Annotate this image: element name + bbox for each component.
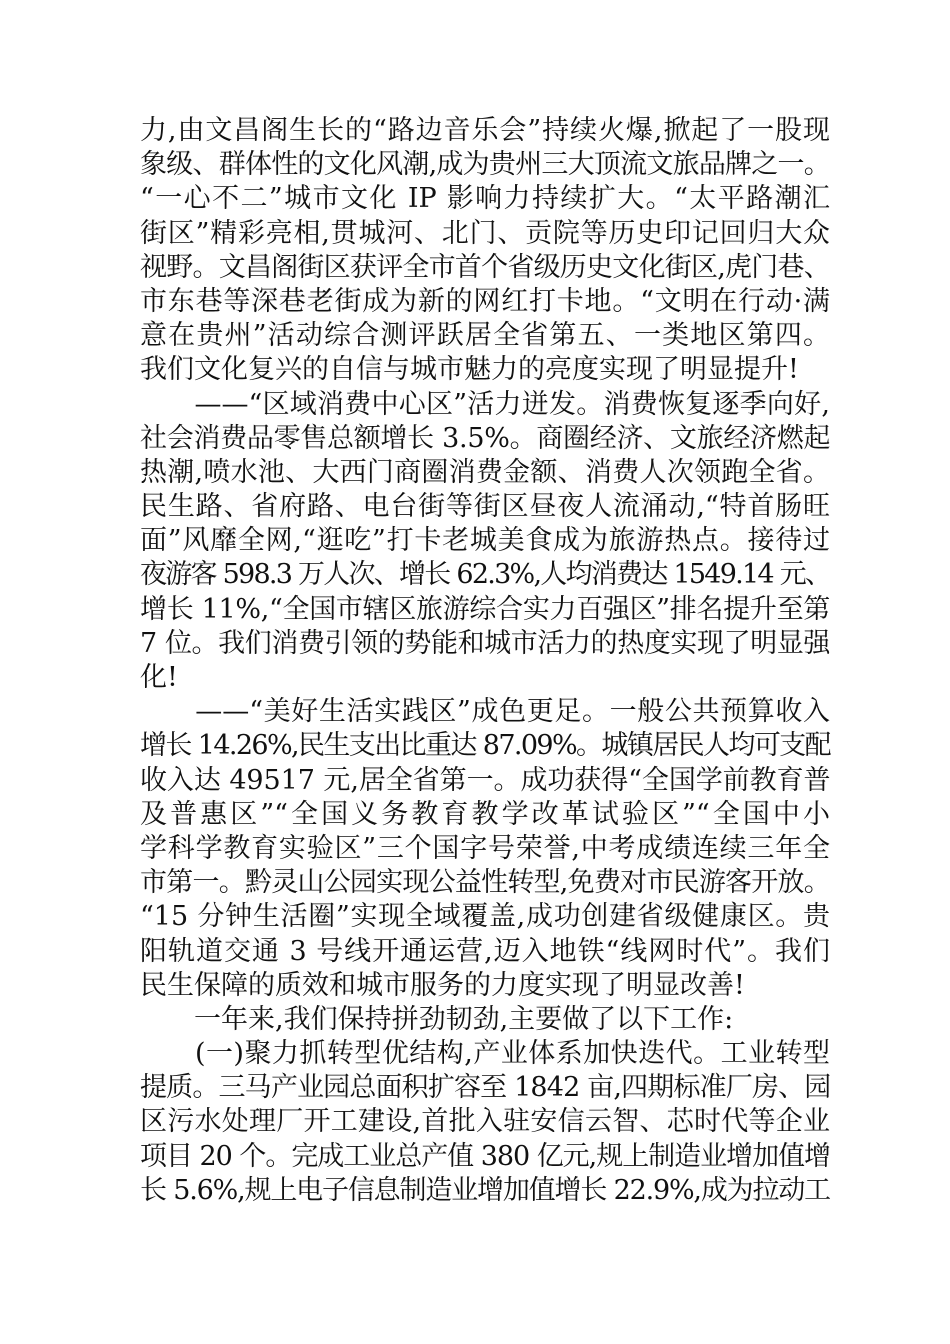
text-line: 夜游客 598.3 万人次、增长 62.3%,人均消费达 1549.14 元、 xyxy=(140,559,831,591)
text-line: 项目 20 个。完成工业总产值 380 亿元,规上制造业增加值增 xyxy=(140,1140,830,1172)
body-text xyxy=(140,114,830,1208)
text-line: ——“区域消费中心区”活力迸发。消费恢复逐季向好, xyxy=(140,388,830,420)
text-line: “15 分钟生活圈”实现全域覆盖,成功创建省级健康区。贵 xyxy=(140,901,830,933)
text-line: 增长 14.26%,民生支出比重达 87.09%。城镇居民人均可支配 xyxy=(140,730,830,762)
text-line: 长 5.6%,规上电子信息制造业增加值增长 22.9%,成为拉动工 xyxy=(140,1174,830,1206)
text-line: (一)聚力抓转型优结构,产业体系加快迭代。工业转型 xyxy=(140,1038,830,1070)
text-line: 面”风靡全网,“逛吃”打卡老城美食成为旅游热点。接待过 xyxy=(140,525,830,557)
text-line: 热潮,喷水池、大西门商圈消费金额、消费人次领跑全省。 xyxy=(140,456,830,488)
text-line: ——“美好生活实践区”成色更足。一般公共预算收入 xyxy=(140,696,830,728)
text-line: 提质。三马产业园总面积扩容至 1842 亩,四期标准厂房、园 xyxy=(140,1072,831,1104)
text-line: 我们文化复兴的自信与城市魅力的亮度实现了明显提升! xyxy=(140,354,799,386)
text-line: 民生路、省府路、电台街等街区昼夜人流涌动,“特首肠旺 xyxy=(140,491,830,523)
text-line: 街区”精彩亮相,贯城河、北门、贡院等历史印记回归大众 xyxy=(140,217,830,249)
text-line: 区污水处理厂开工建设,首批入驻安信云智、芯时代等企业 xyxy=(140,1106,830,1138)
text-line: 力,由文昌阁生长的“路边音乐会”持续火爆,掀起了一股现 xyxy=(140,115,830,146)
text-line: 视野。文昌阁街区获评全市首个省级历史文化街区,虎门巷、 xyxy=(140,251,830,283)
text-line: 市东巷等深巷老街成为新的网红打卡地。“文明在行动·满 xyxy=(140,285,830,317)
text-line: 收入达 49517 元,居全省第一。成功获得“全国学前教育普 xyxy=(140,764,831,796)
text-line: 一年来,我们保持拼劲韧劲,主要做了以下工作: xyxy=(140,1003,734,1035)
text-line: 民生保障的质效和城市服务的力度实现了明显改善! xyxy=(140,969,745,1001)
text-line: 增长 11%,“全国市辖区旅游综合实力百强区”排名提升至第 xyxy=(140,593,830,625)
text-line: 社会消费品零售总额增长 3.5%。商圈经济、文旅经济燃起 xyxy=(140,422,831,454)
text-line: 意在贵州”活动综合测评跃居全省第五、一类地区第四。 xyxy=(140,320,830,352)
text-line: “一心不二”城市文化 IP 影响力持续扩大。“太平路潮汇 xyxy=(140,183,830,215)
text-line: 7 位。我们消费引领的势能和城市活力的热度实现了明显强 xyxy=(140,627,830,659)
text-line: 及普惠区”“全国义务教育教学改革试验区”“全国中小 xyxy=(140,798,830,830)
text-line: 阳轨道交通 3 号线开通运营,迈入地铁“线网时代”。我们 xyxy=(140,935,830,967)
text-line: 学科学教育实验区”三个国字号荣誉,中考成绩连续三年全 xyxy=(140,832,830,864)
text-line: 象级、群体性的文化风潮,成为贵州三大顶流文旅品牌之一。 xyxy=(140,149,830,181)
text-line: 化! xyxy=(140,662,178,693)
text-line: 市第一。黔灵山公园实现公益性转型,免费对市民游客开放。 xyxy=(140,867,830,899)
